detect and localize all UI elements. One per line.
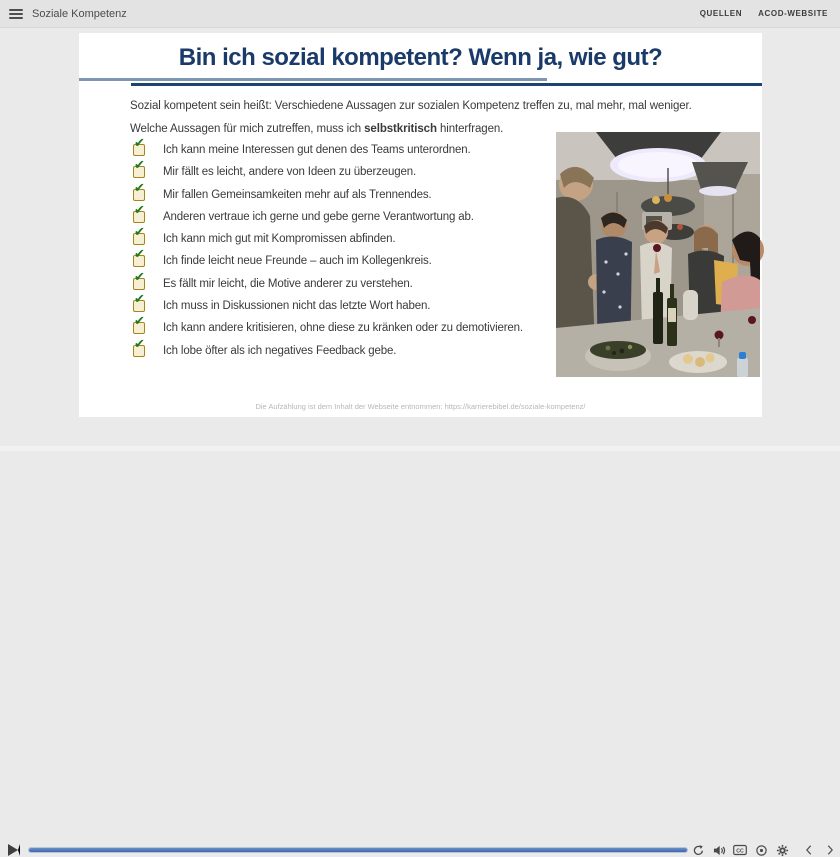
intro-line-2-suffix: hinterfragen. — [436, 122, 504, 135]
slide-canvas — [79, 33, 762, 417]
player-bar — [0, 417, 840, 855]
checklist — [133, 136, 553, 366]
checkbox-icon: ✔ — [133, 278, 145, 290]
topbar-links — [700, 9, 828, 18]
checklist-item-text: Ich lobe öfter als ich negatives Feedback gebe. — [163, 344, 397, 357]
slide-photo — [556, 132, 760, 377]
checklist-item-text: Anderen vertraue ich gerne und gebe gerne Verantwortung ab. — [163, 210, 474, 223]
seekbar-progress — [29, 848, 687, 852]
checkbox-icon: ✔ — [133, 233, 145, 245]
intro-line-1: Sozial kompetent sein heißt: Verschiedene Aussagen zur sozialen Kompetenz treffen zu, mal mehr, mal weniger. — [130, 100, 692, 112]
checkbox-icon: ✔ — [133, 345, 145, 357]
intro-line-2-bold: selbstkritisch — [364, 122, 437, 135]
checklist-item — [133, 202, 553, 232]
checkbox-icon: ✔ — [133, 211, 145, 223]
checklist-item — [133, 247, 553, 276]
playback-circle-icon[interactable] — [754, 843, 768, 857]
settings-gear-icon[interactable] — [775, 843, 789, 857]
checklist-item — [133, 158, 553, 187]
divider-navy — [131, 83, 762, 86]
checklist-item — [133, 314, 553, 343]
checklist-item — [133, 336, 553, 366]
intro-line-2-prefix: Welche Aussagen für mich zutreffen, muss ich — [130, 122, 365, 135]
player-bottom-strip — [0, 446, 840, 451]
seekbar[interactable] — [28, 847, 688, 853]
svg-text:CC: CC — [736, 848, 744, 855]
top-bar — [0, 0, 840, 28]
volume-icon[interactable] — [712, 843, 726, 857]
checklist-item-text: Ich finde leicht neue Freunde – auch im Kollegenkreis. — [163, 255, 432, 268]
replay-icon[interactable] — [691, 843, 705, 857]
slide-title: Bin ich sozial kompetent? Wenn ja, wie gut? — [178, 44, 663, 71]
checklist-item — [133, 269, 553, 299]
source-footnote: Die Aufzählung ist dem Inhalt der Webseite entnommen: https://karrierebibel.de/soziale-kompetenz/ — [255, 402, 586, 411]
player-icon-group — [691, 843, 837, 857]
divider-light — [79, 78, 547, 81]
play-button[interactable] — [8, 844, 20, 856]
checklist-item-text: Ich kann andere kritisieren, ohne diese zu kränken oder zu demotivieren. — [163, 322, 523, 335]
checkbox-icon: ✔ — [133, 322, 145, 334]
quellen-button[interactable]: QUELLEN — [699, 9, 743, 18]
checklist-item — [133, 292, 553, 321]
checklist-item-text: Ich muss in Diskussionen nicht das letzte Wort haben. — [163, 300, 431, 313]
checklist-item — [133, 136, 553, 165]
course-title: Soziale Kompetenz — [32, 7, 127, 20]
menu-hamburger-icon[interactable] — [9, 9, 23, 19]
checklist-item-text: Mir fällt es leicht, andere von Ideen zu überzeugen. — [163, 166, 417, 179]
captions-icon[interactable] — [733, 843, 747, 857]
checklist-item — [133, 225, 553, 254]
checklist-item-text: Ich kann mich gut mit Kompromissen abfinden. — [163, 233, 396, 246]
acod-website-button[interactable]: ACOD-WEBSITE — [758, 9, 828, 18]
checkbox-icon: ✔ — [133, 255, 145, 267]
checklist-item-text: Ich kann meine Interessen gut denen des Teams unterordnen. — [163, 144, 471, 156]
checkbox-icon: ✔ — [133, 300, 145, 312]
checkbox-icon: ✔ — [133, 189, 145, 201]
checklist-item — [133, 180, 553, 210]
next-slide-icon[interactable] — [823, 843, 837, 857]
checklist-item-text: Es fällt mir leicht, die Motive anderer zu verstehen. — [163, 277, 413, 290]
checkbox-icon: ✔ — [133, 144, 145, 156]
previous-slide-icon[interactable] — [802, 843, 816, 857]
checkbox-icon: ✔ — [133, 166, 145, 178]
checklist-item-text: Mir fallen Gemeinsamkeiten mehr auf als Trennendes. — [163, 188, 432, 201]
